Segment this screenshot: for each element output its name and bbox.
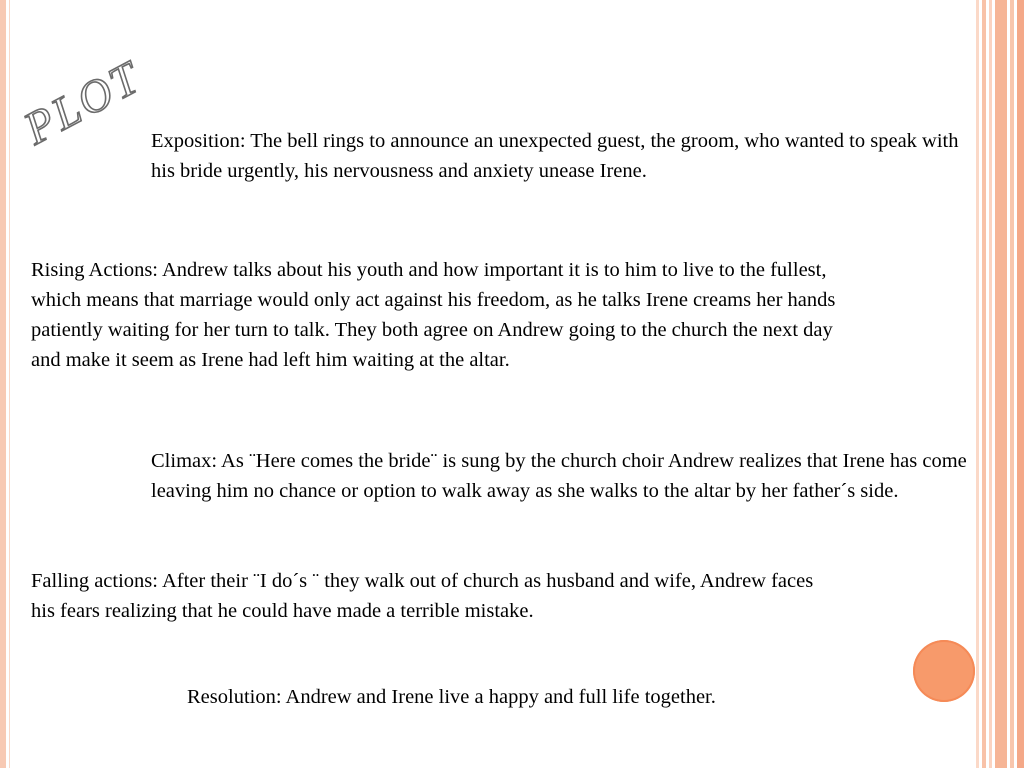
- stripe: [982, 0, 986, 768]
- rising-actions-paragraph: Rising Actions: Andrew talks about his youth and how important it is to him to live to the fullest, which means that marriage would only act against his freedom, as he talks Irene creams her hands patiently waiting for her turn to talk. They both agree on Andrew going to the church the next day and make it seem as Irene had left him waiting at the altar.: [31, 259, 836, 371]
- slide-title: PLOT: [15, 50, 150, 155]
- stripe: [989, 0, 992, 768]
- left-border: [0, 0, 6, 768]
- stripe: [976, 0, 979, 768]
- stripe: [1017, 0, 1024, 768]
- stripe: [995, 0, 1007, 768]
- decorative-circle: [913, 640, 975, 702]
- climax-paragraph: Climax: As ¨Here comes the bride¨ is sung by the church choir Andrew realizes that Irene has come leaving him no chance or option to walk away as she walks to the altar by her father´s side.: [151, 450, 967, 502]
- exposition-paragraph: Exposition: The bell rings to announce an unexpected guest, the groom, who wanted to speak with his bride urgently, his nervousness and anxiety unease Irene.: [151, 130, 959, 182]
- falling-actions-paragraph: Falling actions: After their ¨I do´s ¨ they walk out of church as husband and wife, Andrew faces his fears realizing that he could have made a terrible mistake.: [31, 570, 814, 622]
- resolution-paragraph: Resolution: Andrew and Irene live a happy and full life together.: [187, 686, 716, 708]
- stripe: [1010, 0, 1014, 768]
- right-decorative-stripes: [976, 0, 1024, 768]
